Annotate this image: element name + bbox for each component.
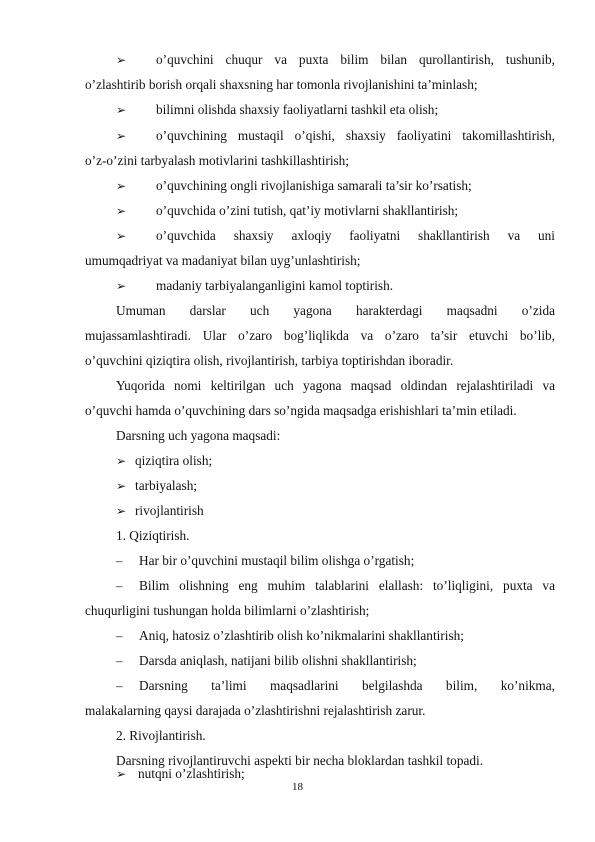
bullet-line: o’quvchini chuqur va puxta bilim bilan qurollantirish, tushunib,: [156, 52, 555, 67]
bullet-line: nutqni o’zlashtirish;: [138, 766, 245, 781]
arrow-bullet-icon: ➢: [116, 129, 127, 143]
dash-item: Darsning ta’limi maqsadlarini belgilashda bilim, ko’nikma,: [139, 678, 555, 693]
dash-bullet-icon: –: [116, 553, 123, 568]
goal-item: tarbiyalash;: [135, 478, 198, 493]
arrow-bullet-icon: ➢: [116, 179, 127, 193]
paragraph-line: Yuqorida nomi keltirilgan uch yagona maqsad oldindan rejalashtiriladi va: [116, 378, 555, 393]
goal-item: qiziqtira olish;: [135, 453, 213, 468]
bullet-line: o’quvchining ongli rivojlanishiga samarali ta’sir ko’rsatish;: [156, 178, 472, 193]
bullet-line: bilimni olishda shaxsiy faoliyatlarni tashkil eta olish;: [156, 102, 439, 117]
dash-item: Darsda aniqlash, natijani bilib olishni shakllantirish;: [139, 653, 417, 668]
bullet-line: o’quvchida shaxsiy axloqiy faoliyatni shakllantirish va uni: [156, 228, 555, 243]
bullet-continuation: o’zlashtirib borish orqali shaxsning har tomonla rivojlanishini ta’minlash;: [85, 77, 478, 92]
arrow-bullet-icon: ➢: [116, 229, 127, 243]
arrow-bullet-icon: ➢: [116, 504, 127, 518]
arrow-bullet-icon: ➢: [116, 204, 127, 218]
bullet-line: o’quvchining mustaqil o’qishi, shaxsiy faoliyatini takomillashtirish,: [156, 128, 555, 143]
arrow-bullet-icon: ➢: [116, 103, 127, 117]
dash-bullet-icon: –: [116, 578, 123, 593]
paragraph-line: mujassamlashtiradi. Ular o’zaro bog’liqlikda va o’zaro ta’sir etuvchi bo’lib,: [85, 328, 555, 343]
dash-item: Har bir o’quvchini mustaqil bilim olishga o’rgatish;: [139, 553, 415, 568]
dash-bullet-icon: –: [116, 628, 123, 643]
dash-continuation: chuqurligini tushungan holda bilimlarni o’zlashtirish;: [85, 603, 370, 618]
dash-item: Bilim olishning eng muhim talablarini elallash: to’liqligini, puxta va: [139, 578, 555, 593]
paragraph-line: o’quvchini qiziqtira olish, rivojlantirish, tarbiya toptirishdan iboradir.: [85, 353, 454, 368]
bullet-continuation: umumqadriyat va madaniyat bilan uyg’unlashtirish;: [85, 253, 361, 268]
arrow-bullet-icon: ➢: [116, 479, 127, 493]
section-text: Darsning rivojlantiruvchi aspekti bir necha bloklardan tashkil topadi.: [116, 753, 484, 768]
dash-item: Aniq, hatosiz o’zlashtirib olish ko’nikmalarini shakllantirish;: [139, 628, 464, 643]
section-title: 2. Rivojlantirish.: [116, 728, 206, 743]
dash-continuation: malakalarning qaysi darajada o’zlashtirishni rejalashtirish zarur.: [85, 703, 426, 718]
arrow-bullet-icon: ➢: [116, 767, 127, 781]
goals-heading: Darsning uch yagona maqsadi:: [116, 428, 281, 443]
paragraph-line: o’quvchi hamda o’quvchining dars so’ngida maqsadga erishishlari ta’min etiladi.: [85, 403, 517, 418]
section-title: 1. Qiziqtirish.: [116, 528, 190, 543]
arrow-bullet-icon: ➢: [116, 454, 127, 468]
page-number: 18: [292, 781, 303, 793]
goal-item: rivojlantirish: [135, 503, 204, 518]
bullet-continuation: o’z-o’zini tarbyalash motivlarini tashkillashtirish;: [85, 153, 350, 168]
dash-bullet-icon: –: [116, 653, 123, 668]
arrow-bullet-icon: ➢: [116, 53, 127, 67]
bullet-line: o’quvchida o’zini tutish, qat’iy motivlarni shakllantirish;: [156, 203, 459, 218]
arrow-bullet-icon: ➢: [116, 279, 127, 293]
dash-bullet-icon: –: [116, 678, 123, 693]
bullet-line: madaniy tarbiyalanganligini kamol toptirish.: [156, 278, 394, 293]
paragraph-line: Umuman darslar uch yagona harakterdagi maqsadni o’zida: [116, 303, 555, 318]
